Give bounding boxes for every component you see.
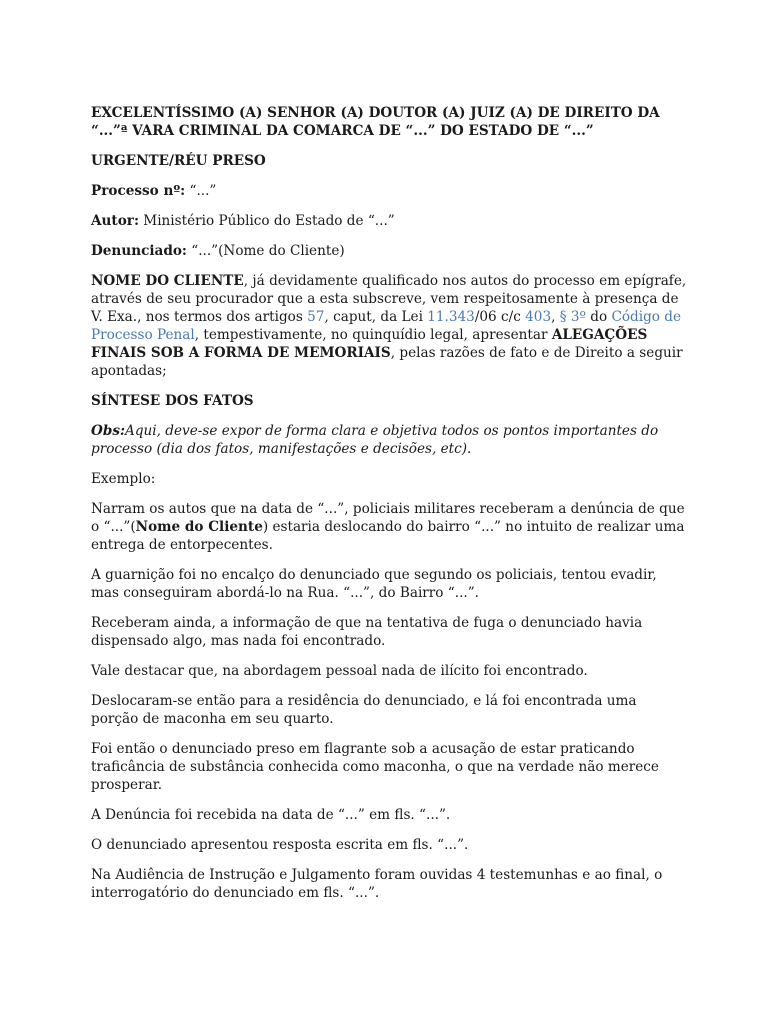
author-value: Ministério Público do Estado de “...” [138, 213, 395, 229]
author-line [91, 212, 688, 230]
obs-text: Aqui, deve-se expor de forma clara e objetiva todos os pontos importantes do processo (dia dos fatos, manifestações e decisões, etc). [91, 423, 659, 457]
facts-paragraph-8: O denunciado apresentou resposta escrita em fls. “...”. [91, 837, 469, 853]
author-label: Autor: [91, 213, 139, 229]
link-codigo-processo-penal[interactable]: Código de Processo Penal [91, 309, 682, 343]
process-number-line [91, 182, 688, 200]
facts-paragraph-2: A guarnição foi no encalço do denunciado que segundo os policiais, tentou evadir, mas conseguiram abordá-lo na Rua. “...”, do Bairro “...”. [91, 567, 657, 601]
facts-paragraph-1: Narram os autos que na data de “...”, policiais militares receberam a denúncia de que o “...”(Nome do Cliente) estaria deslocando do bairro “...” no intuito de realizar uma entrega de entorpecentes. [91, 501, 685, 553]
urgent-notice: URGENTE/RÉU PRESO [91, 153, 266, 169]
link-law-11343[interactable]: 11.343 [427, 309, 475, 325]
facts-paragraph-4: Vale destacar que, na abordagem pessoal nada de ilícito foi encontrado. [91, 663, 588, 679]
facts-paragraph-9: Na Audiência de Instrução e Julgamento foram ouvidas 4 testemunhas e ao final, o interrogatório do denunciado em fls. “...”. [91, 867, 663, 901]
intro-paragraph: NOME DO CLIENTE, já devidamente qualificado nos autos do processo em epígrafe, através de seu procurador que a esta subscreve, vem respeitosamente à presença de V. Exa., nos termos dos artigos 57, caput, da Lei 11.343/06 c/c 403, § 3º do Código de Processo Penal, tempestivamente, no quinquídio legal, apresentar ALEGAÇÕES FINAIS SOB A FORMA DE MEMORIAIS, pelas razões de fato e de Direito a seguir apontadas; [91, 273, 687, 379]
facts-paragraph-7: A Denúncia foi recebida na data de “...” em fls. “...”. [91, 807, 451, 823]
client-name: NOME DO CLIENTE [91, 273, 244, 289]
example-label: Exemplo: [91, 471, 156, 487]
link-art-403[interactable]: 403 [525, 309, 552, 325]
court-heading: EXCELENTÍSSIMO (A) SENHOR (A) DOUTOR (A) JUIZ (A) DE DIREITO DA “...”ª VARA CRIMINAL DA COMARCA DE “...” DO ESTADO DE “...” [91, 105, 660, 139]
facts-paragraph-5: Deslocaram-se então para a residência do denunciado, e lá foi encontrada uma porção de maconha em seu quarto. [91, 693, 637, 727]
facts-paragraph-6: Foi então o denunciado preso em flagrante sob a acusação de estar praticando traficância de substância conhecida como maconha, o que na verdade não merece prosperar. [91, 741, 659, 793]
process-label: Processo nº: [91, 183, 186, 199]
process-value: “...” [185, 183, 217, 199]
link-paragraph-3[interactable]: § 3º [559, 309, 586, 325]
facts-title: SÍNTESE DOS FATOS [91, 393, 254, 409]
facts-paragraph-3: Receberam ainda, a informação de que na tentativa de fuga o denunciado havia dispensado algo, mas nada foi encontrado. [91, 615, 643, 649]
obs-note [91, 422, 688, 458]
defendant-label: Denunciado: [91, 243, 187, 259]
defendant-value: “...”(Nome do Cliente) [186, 243, 345, 259]
link-art-57[interactable]: 57 [307, 309, 325, 325]
memorials-bold: ALEGAÇÕES FINAIS SOB A FORMA DE MEMORIAIS [91, 327, 648, 361]
defendant-line [91, 242, 688, 260]
obs-label: Obs: [91, 423, 126, 439]
